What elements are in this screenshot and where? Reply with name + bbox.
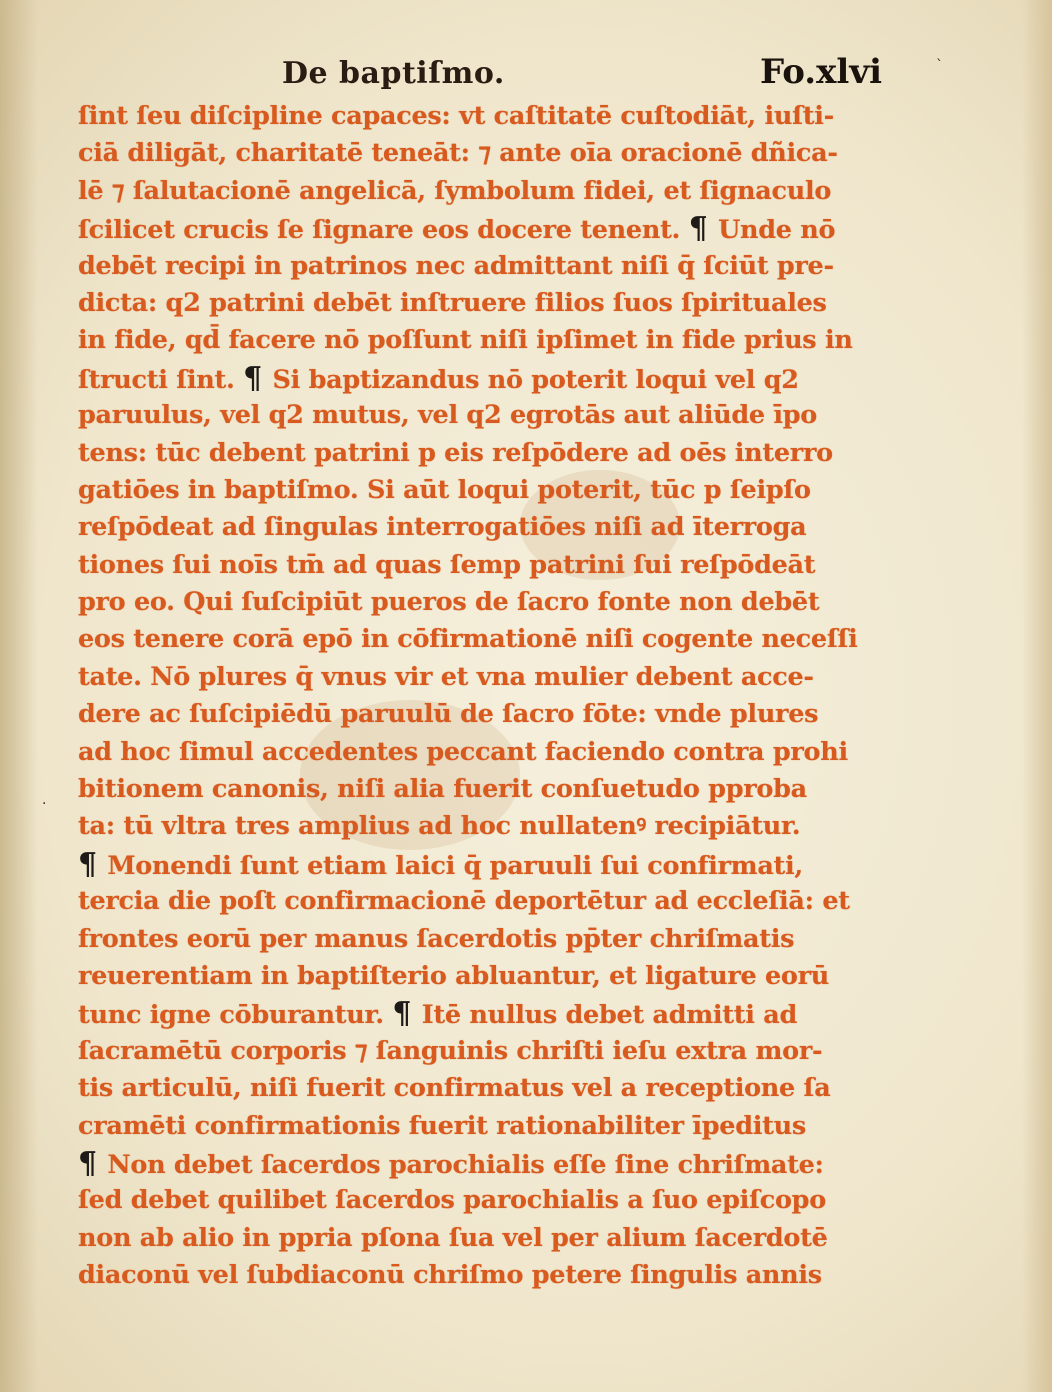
- text-line: ¶ Non debet ſacerdos parochialis eſſe ſine chriſmate:: [78, 1145, 824, 1181]
- text-line: ta: tū vltra tres amplius ad hoc nullatenꝰ recipiātur.: [78, 811, 801, 842]
- folio-number: Fo.xlvi: [759, 52, 882, 92]
- text-line: ſcilicet crucis ſe ſignare eos docere tenent. ¶ Unde nō: [78, 211, 836, 247]
- text-line: tens: tūc debent patrini p eis reſpōdere ad oēs interro: [78, 437, 833, 468]
- paragraph-mark: ¶: [78, 1145, 97, 1181]
- text-line: paruulus, vel q2 mutus, vel q2 egrotās aut aliūde īpo: [78, 400, 818, 431]
- running-title: De baptiſmo.: [282, 56, 505, 91]
- text-line: tis articulū, niſi fuerit confirmatus vel a receptione ſa: [78, 1073, 831, 1104]
- text-line: bitionem canonis, niſi alia fuerit conſuetudo pproba: [78, 774, 807, 805]
- paragraph-mark: ¶: [78, 846, 97, 882]
- text-line: dicta: q2 patrini debēt inſtruere filios ſuos ſpirituales: [78, 287, 827, 318]
- text-line: ſint ſeu diſcipline capaces: vt caſtitatē cuſtodiāt, iuſti-: [78, 101, 834, 131]
- text-line: ſed debet quilibet ſacerdos parochialis a ſuo epiſcopo: [78, 1185, 826, 1216]
- text-line: diaconū vel ſubdiaconū chriſmo petere ſingulis annis: [78, 1260, 822, 1291]
- text-line: lē ⁊ ſalutacionē angelicā, ſymbolum fidei, et ſignaculo: [78, 175, 832, 206]
- paragraph-mark: ¶: [688, 211, 708, 247]
- text-line: ſacramētū corporis ⁊ ſanguinis chriſti ieſu extra mor-: [78, 1035, 823, 1066]
- text-line: tate. Nō plures q̄ vnus vir et vna mulier debent acce-: [78, 661, 814, 692]
- text-line: ¶ Monendi ſunt etiam laici q̄ paruuli ſui confirmati,: [78, 846, 803, 882]
- paragraph-mark: ¶: [392, 996, 412, 1032]
- text-line: cramēti confirmationis fuerit rationabiliter īpeditus: [78, 1110, 806, 1141]
- text-line: pro eo. Qui ſuſcipiūt pueros de ſacro fonte non debēt: [78, 587, 820, 618]
- text-line: non ab alio in ppria pſona ſua vel per alium ſacerdotē: [78, 1222, 828, 1253]
- text-line: ciā diligāt, charitatē teneāt: ⁊ ante oīa oracionē dñica-: [78, 138, 838, 169]
- text-line: tercia die poſt confirmacionē deportētur ad eccleſiā: et: [78, 886, 850, 917]
- text-line: frontes eorū per manus ſacerdotis pp̄ter chriſmatis: [78, 923, 795, 954]
- page-header: [282, 52, 882, 98]
- text-line: eos tenere corā epō in cōfirmationē niſi cogente neceſſi: [78, 624, 858, 655]
- text-line: ad hoc ſimul accedentes peccant faciendo contra prohi: [78, 736, 848, 767]
- page-edge-shadow: [1022, 0, 1052, 1392]
- text-line: reuerentiam in baptiſterio abluantur, et ligature eorū: [78, 960, 829, 991]
- paragraph-mark: ¶: [243, 360, 262, 396]
- binding-shadow: [0, 0, 38, 1392]
- text-line: gatiōes in baptiſmo. Si aūt loqui poterit, tūc p ſeipſo: [78, 474, 811, 505]
- text-line: tiones ſui noīs tm̄ ad quas ſemp patrini ſui reſpōdeāt: [78, 549, 816, 580]
- stray-ink-mark: ·: [42, 796, 47, 812]
- stray-ink-mark: ˋ: [936, 58, 943, 74]
- text-line: debēt recipi in patrinos nec admittant niſi q̄ ſciūt pre-: [78, 250, 834, 281]
- text-line: in fide, qd̄ facere nō poſſunt niſi ipſimet in fide prius in: [78, 325, 853, 356]
- text-line: dere ac ſuſcipiēdū paruulū de ſacro fōte: vnde plures: [78, 699, 819, 730]
- text-line: reſpōdeat ad ſingulas interrogatiōes niſi ad īterroga: [78, 512, 807, 543]
- text-line: tunc igne cōburantur. ¶ Itē nullus debet admitti ad: [78, 996, 797, 1032]
- text-line: ſtructi ſint. ¶ Si baptizandus nō poterit loqui vel q2: [78, 360, 799, 396]
- text-block: [78, 98, 884, 1295]
